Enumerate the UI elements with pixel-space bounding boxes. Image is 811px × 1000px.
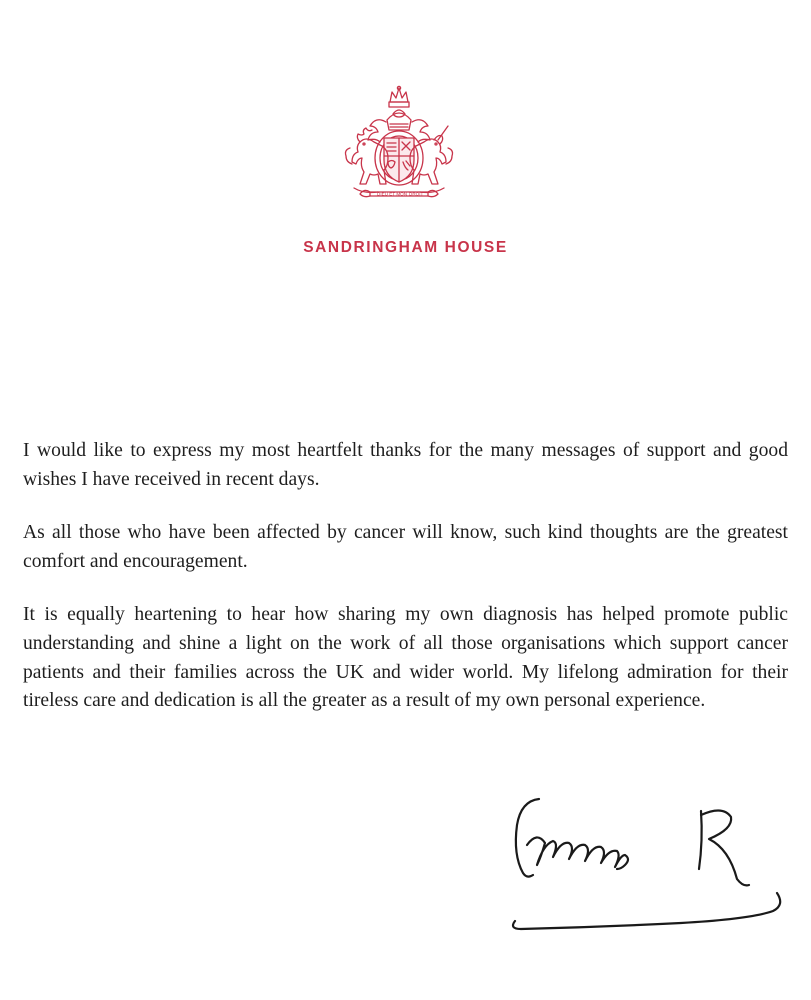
svg-text:DROIT: DROIT (409, 191, 424, 197)
letter-paragraph: I would like to express my most heartfelt thanks for the many messages of support and good wishes I have received in recent days. (23, 440, 788, 490)
letter-paragraph: As all those who have been affected by cancer will know, such kind thoughts are the greatest comfort and encouragement. (23, 522, 788, 572)
handwritten-signature (505, 785, 795, 955)
svg-text:DIEU ET MON: DIEU ET MON (377, 191, 408, 197)
letter-body (23, 437, 788, 741)
letterhead-address: SANDRINGHAM HOUSE (303, 239, 508, 256)
royal-coat-of-arms-icon (330, 84, 468, 208)
letter-paragraph: It is equally heartening to hear how sharing my own diagnosis has helped promote public understanding and shine a light on the work of all those organisations which support cancer patients and their families across the UK and wider world. My lifelong admiration for their tireless care and dedication is all the greater as a result of my own personal experience. (23, 604, 788, 712)
